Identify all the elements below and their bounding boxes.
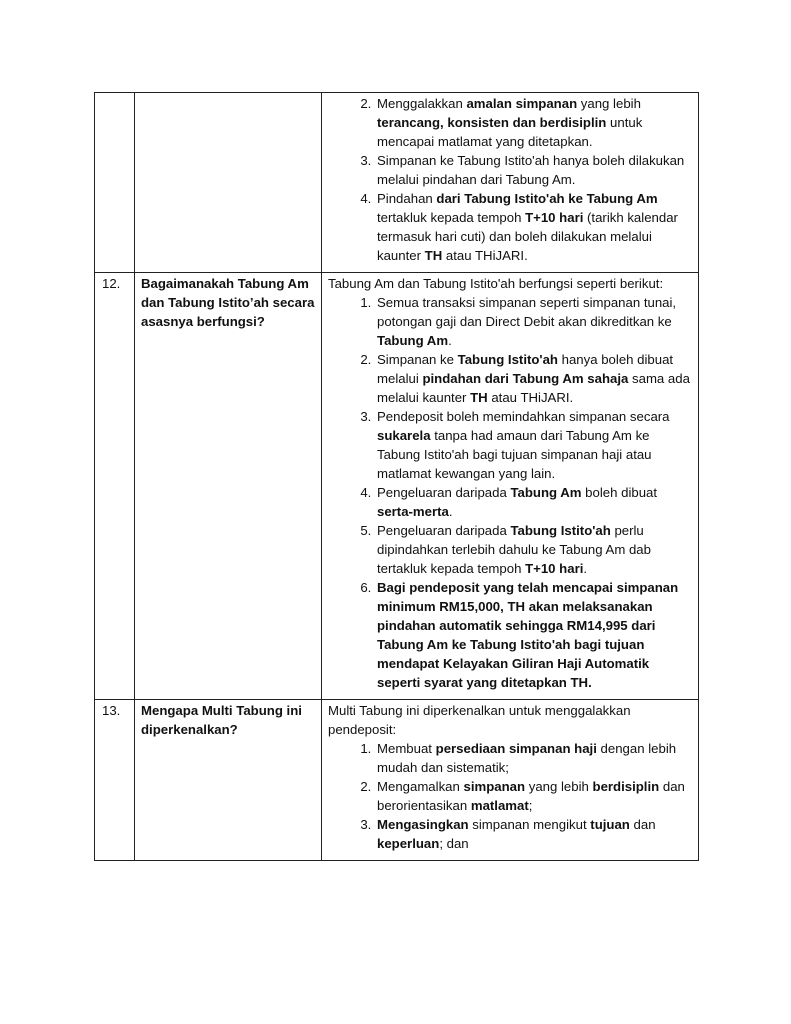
answer-list-item — [375, 407, 693, 483]
bold-text: tujuan mendapat Kelayakan Giliran Haji Automatik — [377, 637, 650, 671]
faq-table-body — [95, 93, 699, 861]
text-segment: dan — [629, 817, 656, 832]
bold-text: T+10 hari — [525, 561, 584, 576]
faq-row — [95, 93, 699, 273]
bold-text: simpanan — [463, 779, 526, 794]
bold-text: matlamat — [470, 798, 529, 813]
faq-table — [94, 92, 699, 861]
bold-text: Tabung Am — [377, 333, 449, 348]
question-cell: Mengapa Multi Tabung ini diperkenalkan? — [135, 700, 322, 861]
answer-cell — [322, 93, 699, 273]
text-segment: dengan lebih mudah dan sistematik; — [377, 741, 677, 775]
text-segment: Mengamalkan — [377, 779, 464, 794]
text-segment: ; — [528, 798, 533, 813]
text-segment: tertakluk kepada tempoh — [377, 210, 526, 225]
text-segment: hanya boleh dibuat melalui — [377, 352, 674, 386]
bold-text: TH — [470, 390, 488, 405]
text-segment: sama ada melalui kaunter — [377, 371, 690, 405]
answer-list-item — [375, 94, 693, 151]
bold-text: T+10 hari — [525, 210, 584, 225]
answer-cell — [322, 700, 699, 861]
text-segment: . — [448, 504, 453, 519]
row-number — [95, 93, 135, 273]
bold-text: Bagi pendeposit yang telah mencapai simpanan minimum RM15,000, TH — [377, 580, 679, 614]
text-segment: Menggalakkan — [377, 96, 467, 111]
faq-row — [95, 273, 699, 700]
text-segment: Pindahan — [377, 191, 437, 206]
text-segment: boleh dibuat — [581, 485, 658, 500]
answer-list-item — [375, 815, 693, 853]
answer-list-item — [375, 189, 693, 265]
bold-text: persediaan simpanan haji — [435, 741, 597, 756]
text-segment: atau THiJARI. — [442, 248, 528, 263]
question-cell — [135, 93, 322, 273]
bold-text: dari Tabung Istito'ah ke Tabung Am — [436, 191, 658, 206]
text-segment: simpanan mengikut — [468, 817, 591, 832]
answer-list-item — [375, 151, 693, 189]
answer-list-item — [375, 483, 693, 521]
answer-list-item — [375, 777, 693, 815]
text-segment: Pengeluaran daripada — [377, 523, 511, 538]
text-segment: . — [588, 675, 592, 690]
answer-list-item — [375, 521, 693, 578]
faq-row — [95, 700, 699, 861]
text-segment: perlu dipindahkan terlebih dahulu ke Tabung Am dab tertakluk kepada tempoh — [377, 523, 651, 576]
text-segment: yang lebih — [525, 779, 593, 794]
bold-text: sukarela — [377, 428, 431, 443]
bold-text: berdisiplin — [592, 779, 660, 794]
bold-text: Tabung Am — [510, 485, 582, 500]
bold-text: serta-merta — [377, 504, 449, 519]
text-segment: untuk mencapai matlamat yang ditetapkan. — [377, 115, 643, 149]
answer-intro: Tabung Am dan Tabung Istito'ah berfungsi seperti berikut: — [328, 276, 664, 291]
answer-list-item — [375, 350, 693, 407]
answer-cell — [322, 273, 699, 700]
answer-list — [328, 94, 693, 265]
text-segment: Pendeposit boleh memindahkan simpanan secara — [377, 409, 670, 424]
bold-text: Tabung Istito'ah — [457, 352, 558, 367]
answer-list-item — [375, 293, 693, 350]
bold-text: amalan simpanan — [466, 96, 578, 111]
answer-list — [328, 293, 693, 692]
bold-text: tujuan — [590, 817, 630, 832]
bold-text: keperluan — [377, 836, 440, 851]
bold-text: pindahan dari Tabung Am sahaja — [422, 371, 629, 386]
answer-list — [328, 739, 693, 853]
answer-list-item — [375, 578, 693, 692]
bold-text: terancang, konsisten dan berdisiplin — [377, 115, 607, 130]
text-segment: atau THiJARI. — [487, 390, 574, 405]
text-segment: Pengeluaran daripada — [377, 485, 511, 500]
text-segment: akan melaksanakan pindahan automatik sehingga RM14,995 dari Tabung Am ke Tabung Istito'ah bagi — [377, 599, 656, 652]
bold-text: TH — [424, 248, 443, 263]
text-segment: tanpa had amaun dari Tabung Am ke Tabung Istito'ah bagi tujuan simpanan haji atau matlamat kewangan yang lain. — [377, 428, 652, 481]
text-segment: . — [448, 333, 452, 348]
text-segment: Semua transaksi simpanan seperti simpanan tunai, potongan gaji dan Direct Debit akan dikreditkan ke — [377, 295, 677, 329]
text-segment: Membuat — [377, 741, 436, 756]
bold-text: TH — [570, 675, 589, 690]
row-number: 12. — [95, 273, 135, 700]
bold-text: Tabung Istito'ah — [510, 523, 611, 538]
text-segment: Simpanan ke — [377, 352, 458, 367]
text-segment: dan berorientasikan — [377, 779, 685, 813]
text-segment: Simpanan ke Tabung Istito'ah hanya boleh dilakukan melalui pindahan dari Tabung Am. — [377, 153, 685, 187]
text-segment: . — [583, 561, 588, 576]
text-segment: seperti syarat yang ditetapkan — [377, 675, 571, 690]
text-segment: yang lebih — [577, 96, 641, 111]
question-cell: Bagaimanakah Tabung Am dan Tabung Istito’ah secara asasnya berfungsi? — [135, 273, 322, 700]
answer-list-item — [375, 739, 693, 777]
row-number: 13. — [95, 700, 135, 861]
answer-intro: Multi Tabung ini diperkenalkan untuk menggalakkan pendeposit: — [328, 703, 631, 737]
text-segment: ; dan — [439, 836, 469, 851]
bold-text: Mengasingkan — [377, 817, 469, 832]
text-segment: (tarikh kalendar termasuk hari cuti) dan boleh dilakukan melalui kaunter — [377, 210, 678, 263]
